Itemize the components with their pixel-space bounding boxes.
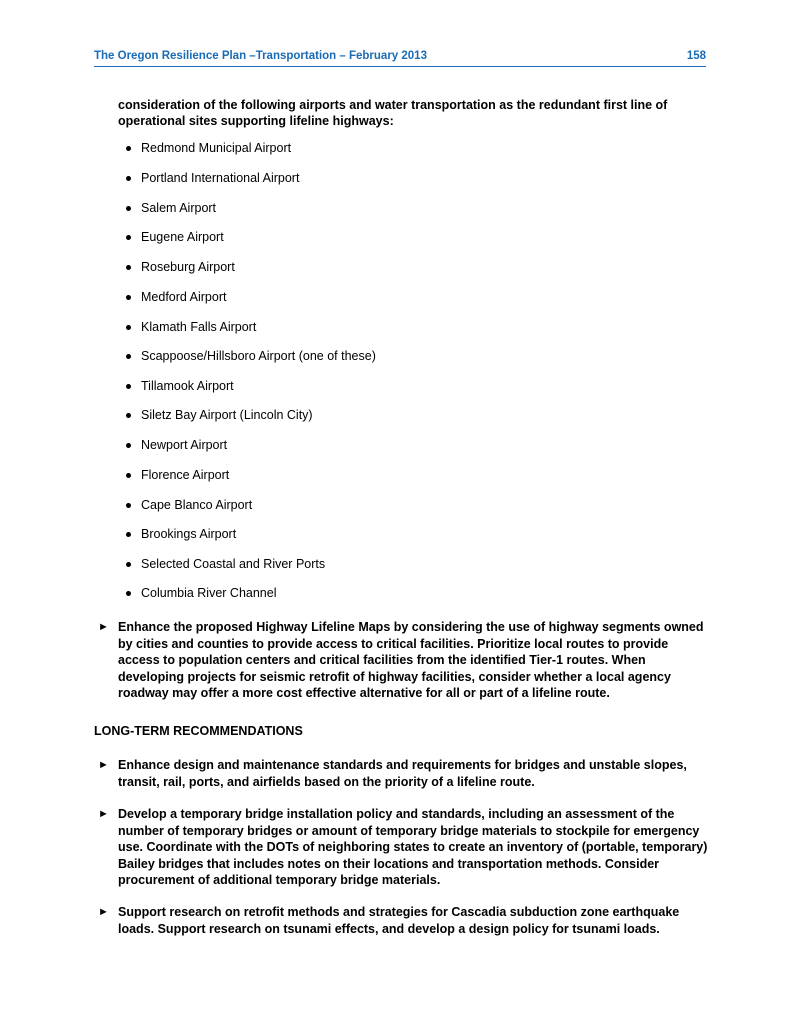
bullet-icon bbox=[126, 295, 131, 300]
arrow-bullet-icon: ► bbox=[98, 759, 109, 771]
recommendation-lifeline-maps: ► Enhance the proposed Highway Lifeline Maps by considering the use of highway segments owned by cities and counties to provide access to critical facilities. Prioritize local routes to provide access to population centers and critical facilities from the identified Tier-1 routes. When developing projects for seismic retrofit of highway facilities, consider whether a local agency roadway may offer a more cost effective alternative for all or part of a lifeline route. bbox=[98, 620, 704, 700]
page-header bbox=[94, 50, 706, 67]
bullet-icon bbox=[126, 176, 131, 181]
recommendation-research: ► Support research on retrofit methods and strategies for Cascadia subduction zone earthquake loads. Support research on tsunami effects, and develop a design policy for tsunami loads. bbox=[98, 905, 680, 936]
bullet-icon bbox=[126, 443, 131, 448]
bullet-icon bbox=[126, 384, 131, 389]
bullet-icon bbox=[126, 473, 131, 478]
bullet-icon bbox=[126, 325, 131, 330]
document-title: The Oregon Resilience Plan –Transportation – February 2013 bbox=[94, 50, 427, 62]
arrow-bullet-icon: ► bbox=[98, 906, 109, 918]
bullet-icon bbox=[126, 146, 131, 151]
bullet-icon bbox=[126, 235, 131, 240]
arrow-bullet-icon: ► bbox=[98, 808, 109, 820]
page-number: 158 bbox=[686, 50, 706, 62]
section-heading-long-term: LONG-TERM RECOMMENDATIONS bbox=[94, 724, 303, 738]
bullet-icon bbox=[126, 591, 131, 596]
bullet-icon bbox=[126, 265, 131, 270]
bullet-icon bbox=[126, 354, 131, 359]
bullet-icon bbox=[126, 562, 131, 567]
recommendation-design-standards: ► Enhance design and maintenance standards and requirements for bridges and unstable slopes, transit, rail, ports, and airfields based on the priority of a lifeline route. bbox=[98, 758, 687, 789]
bullet-icon bbox=[126, 413, 131, 418]
bullet-icon bbox=[126, 503, 131, 508]
bullet-icon bbox=[126, 532, 131, 537]
recommendation-temporary-bridges: ► Develop a temporary bridge installation policy and standards, including an assessment of the number of temporary bridges or amount of temporary bridge materials to stockpile for emergency use. Coordinate with the DOTs of neighboring states to create an inventory of (portable, temporary) Bailey bridges that includes notes on their locations and transportation methods. Consider procurement of additional temporary bridge materials. bbox=[98, 807, 708, 887]
bullet-icon bbox=[126, 206, 131, 211]
arrow-bullet-icon: ► bbox=[98, 621, 109, 633]
intro-paragraph: consideration of the following airports and water transportation as the redundant first line of operational sites supporting lifeline highways: bbox=[118, 98, 668, 128]
